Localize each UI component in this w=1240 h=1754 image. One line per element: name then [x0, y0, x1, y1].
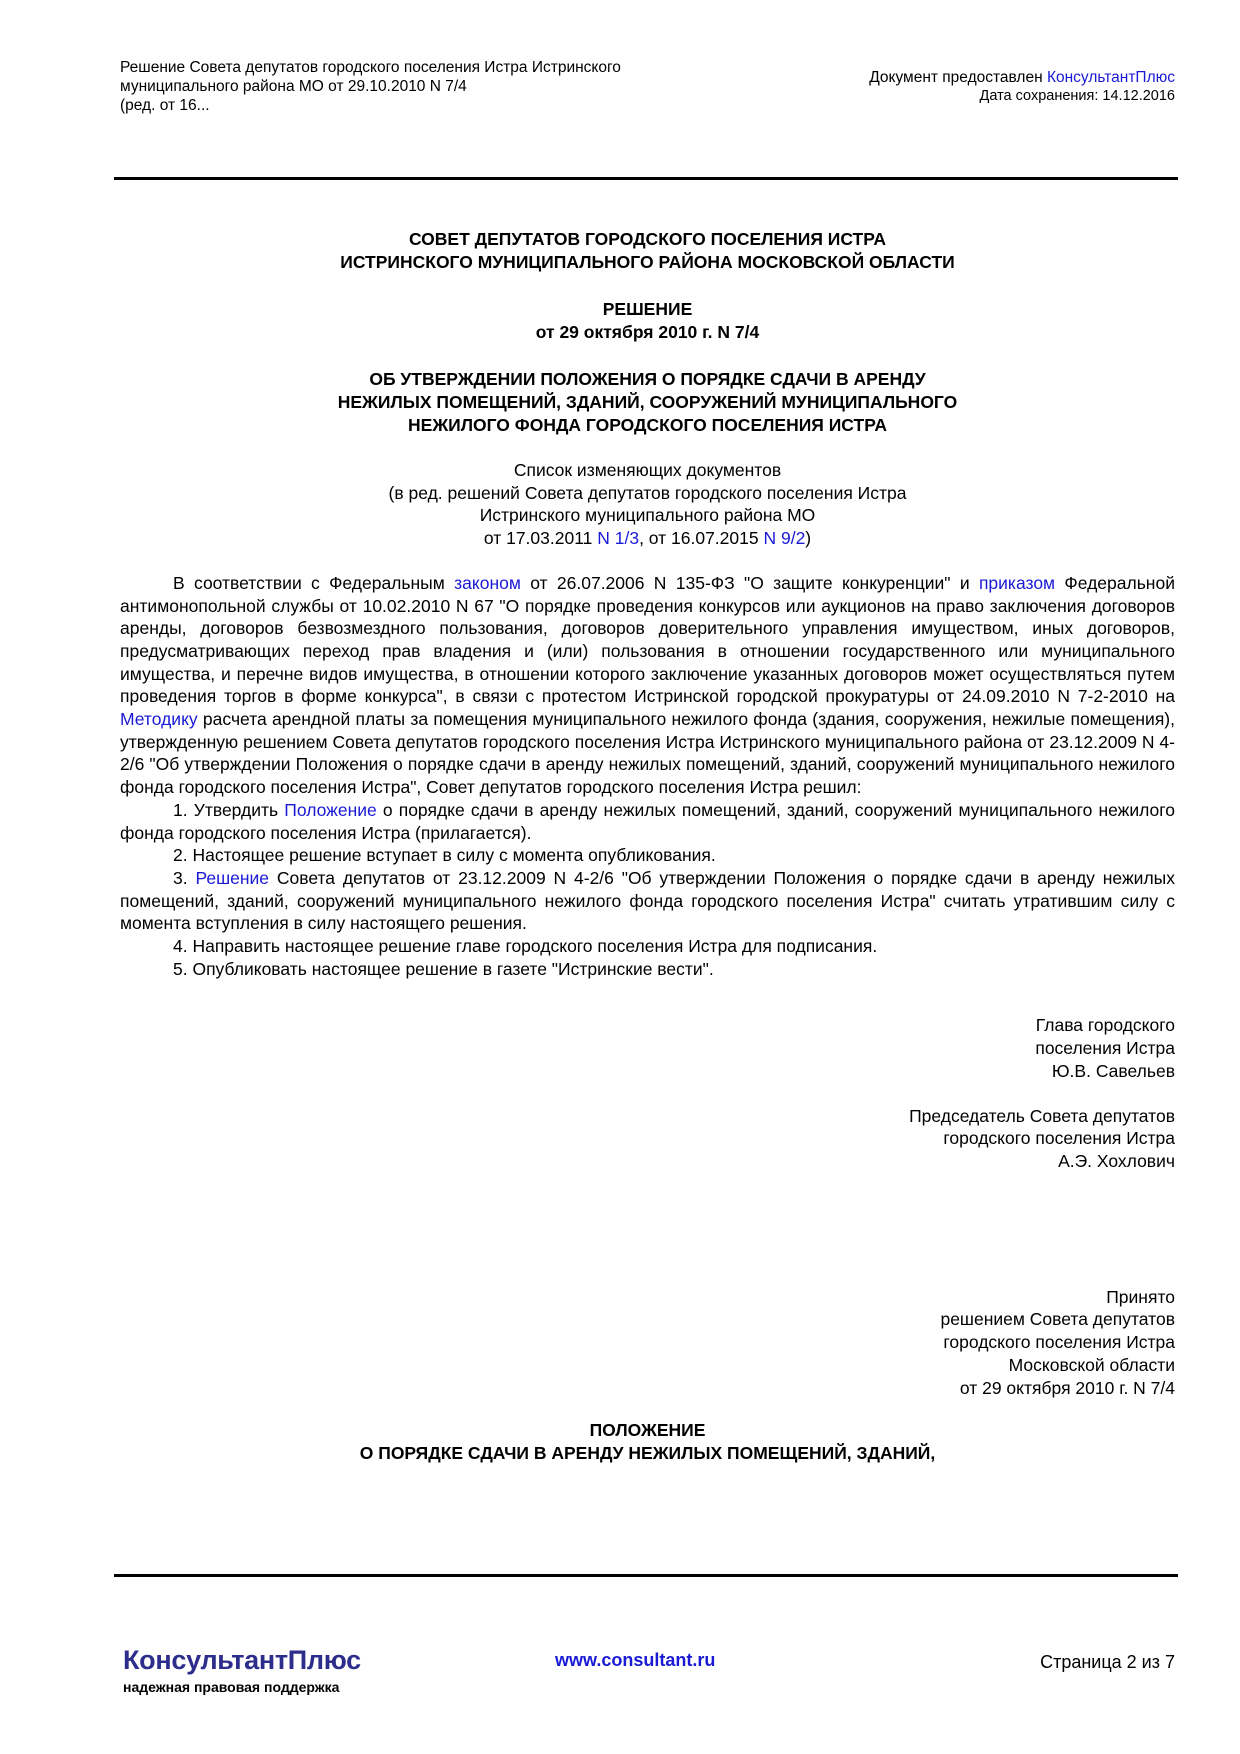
approval-note: Принято решением Совета депутатов городского поселения Истра Московской области от 29 октября 2010 г. N 7/4	[940, 1286, 1175, 1398]
provided-by-label: Документ предоставлен	[869, 69, 1047, 86]
council-name-line: СОВЕТ ДЕПУТАТОВ ГОРОДСКОГО ПОСЕЛЕНИЯ ИСТРА	[408, 229, 887, 249]
save-date: Дата сохранения: 14.12.2016	[979, 88, 1175, 104]
website-link[interactable]: www.consultant.ru	[555, 1650, 716, 1670]
doc-date-number: от 29 октября 2010 г. N 7/4	[535, 322, 760, 342]
item-4: 4. Направить настоящее решение главе городского поселения Истра для подписания.	[173, 936, 878, 957]
footer-divider	[114, 1574, 1178, 1577]
doc-title-line: Решение Совета депутатов городского поселения Истра Истринского	[120, 59, 621, 76]
doc-title-line: муниципального района МО от 29.10.2010 N 7/4	[120, 78, 467, 95]
methodology-link[interactable]: Методику	[120, 709, 198, 730]
doc-type: РЕШЕНИЕ	[602, 299, 693, 319]
page-number: Страница 2 из 7	[1040, 1652, 1175, 1672]
subject-line: ОБ УТВЕРЖДЕНИИ ПОЛОЖЕНИЯ О ПОРЯДКЕ СДАЧИ В АРЕНДУ	[369, 369, 926, 389]
decision-text	[120, 572, 1175, 981]
logo-tagline: надежная правовая поддержка	[123, 1679, 340, 1695]
intro-paragraph: В соответствии с Федеральным законом от 26.07.2006 N 135-ФЗ "О защите конкуренции" и приказом Федеральной антимонопольной службы от 10.02.2010 N 67 "О порядке проведения конкурсов или аукционов на право заключения договоров аренды, договоров безвозмездного пользования, договоров доверительного управления имуществом, иных договоров, предусматривающих переход прав владения и (или) пользования в отношении государственного или муниципального имущества, и перечне видов имущества, в отношении которого заключение указанных договоров может осуществляться путем проведения торгов в форме конкурса", в связи с протестом Истринской городской прокуратуры от 24.09.2010 N 7-2-2010 на Методику расчета арендной платы за помещения муниципального нежилого фонда (здания, сооружения, нежилые помещения), утвержденную решением Совета депутатов городского поселения Истра Истринского муниципального района от 23.12.2009 N 4-2/6 "Об утверждении Положения о порядке сдачи в аренду нежилых помещений, зданий, сооружений муниципального нежилого фонда городского поселения Истра", Совет депутатов городского поселения Истра решил:	[120, 572, 1175, 798]
page-footer	[120, 1645, 1175, 1705]
polozhenie-link[interactable]: Положение	[284, 799, 377, 820]
item-2: 2. Настоящее решение вступает в силу с момента опубликования.	[173, 845, 716, 866]
subject-line: НЕЖИЛЫХ ПОМЕЩЕНИЙ, ЗДАНИЙ, СООРУЖЕНИЙ МУНИЦИПАЛЬНОГО	[337, 392, 958, 412]
document-body	[120, 228, 1175, 1465]
amendments-line: (в ред. решений Совета депутатов городского поселения Истра	[388, 482, 907, 503]
amendments-list	[120, 459, 1175, 550]
document-short-title	[120, 58, 680, 115]
order-link[interactable]: приказом	[978, 572, 1056, 593]
law-link[interactable]: законом	[454, 572, 521, 593]
council-title	[120, 228, 1175, 274]
amendment-link-1-3[interactable]: N 1/3	[597, 528, 640, 549]
consultantplus-logo: КонсультантПлюс	[123, 1645, 361, 1675]
provider-info	[869, 68, 1175, 106]
amendments-line: Истринского муниципального района МО	[479, 505, 816, 526]
item-1: 1. Утвердить Положение о порядке сдачи в аренду нежилых помещений, зданий, сооружений муниципального нежилого фонда городского поселения Истра (прилагается).	[120, 799, 1175, 843]
amendments-line: от 17.03.2011 N 1/3, от 16.07.2015 N 9/2)	[483, 528, 812, 549]
item-5: 5. Опубликовать настоящее решение в газете "Истринские вести".	[173, 958, 714, 979]
item-3: 3. Решение Совета депутатов от 23.12.2009 N 4-2/6 "Об утверждении Положения о порядке сдачи в аренду нежилых помещений, зданий, сооружений муниципального нежилого фонда городского поселения Истра" считать утратившим силу с момента вступления в силу настоящего решения.	[120, 867, 1175, 934]
page-header	[120, 58, 1175, 128]
decision-header	[120, 298, 1175, 344]
signatory-name: Ю.В. Савельев	[1051, 1060, 1175, 1081]
signature-head: Глава городского поселения Истра Ю.В. Савельев	[120, 1014, 1175, 1082]
amendments-heading: Список изменяющих документов	[513, 460, 782, 480]
decision-subject	[120, 368, 1175, 437]
repealed-decision-link[interactable]: Решение	[195, 867, 270, 888]
provider-brand-link[interactable]: КонсультантПлюс	[1046, 69, 1175, 86]
header-divider	[114, 177, 1178, 180]
subject-line: НЕЖИЛОГО ФОНДА ГОРОДСКОГО ПОСЕЛЕНИЯ ИСТРА	[408, 415, 887, 435]
signature-chairman: Председатель Совета депутатов городского поселения Истра А.Э. Хохлович	[120, 1105, 1175, 1173]
signatory-name: А.Э. Хохлович	[1058, 1150, 1175, 1171]
polozhenie-heading: ПОЛОЖЕНИЕ О ПОРЯДКЕ СДАЧИ В АРЕНДУ НЕЖИЛЫХ ПОМЕЩЕНИЙ, ЗДАНИЙ,	[359, 1420, 936, 1464]
doc-title-line: (ред. от 16...	[120, 97, 210, 114]
council-name-line: ИСТРИНСКОГО МУНИЦИПАЛЬНОГО РАЙОНА МОСКОВСКОЙ ОБЛАСТИ	[340, 252, 955, 272]
amendment-link-9-2[interactable]: N 9/2	[763, 528, 806, 549]
